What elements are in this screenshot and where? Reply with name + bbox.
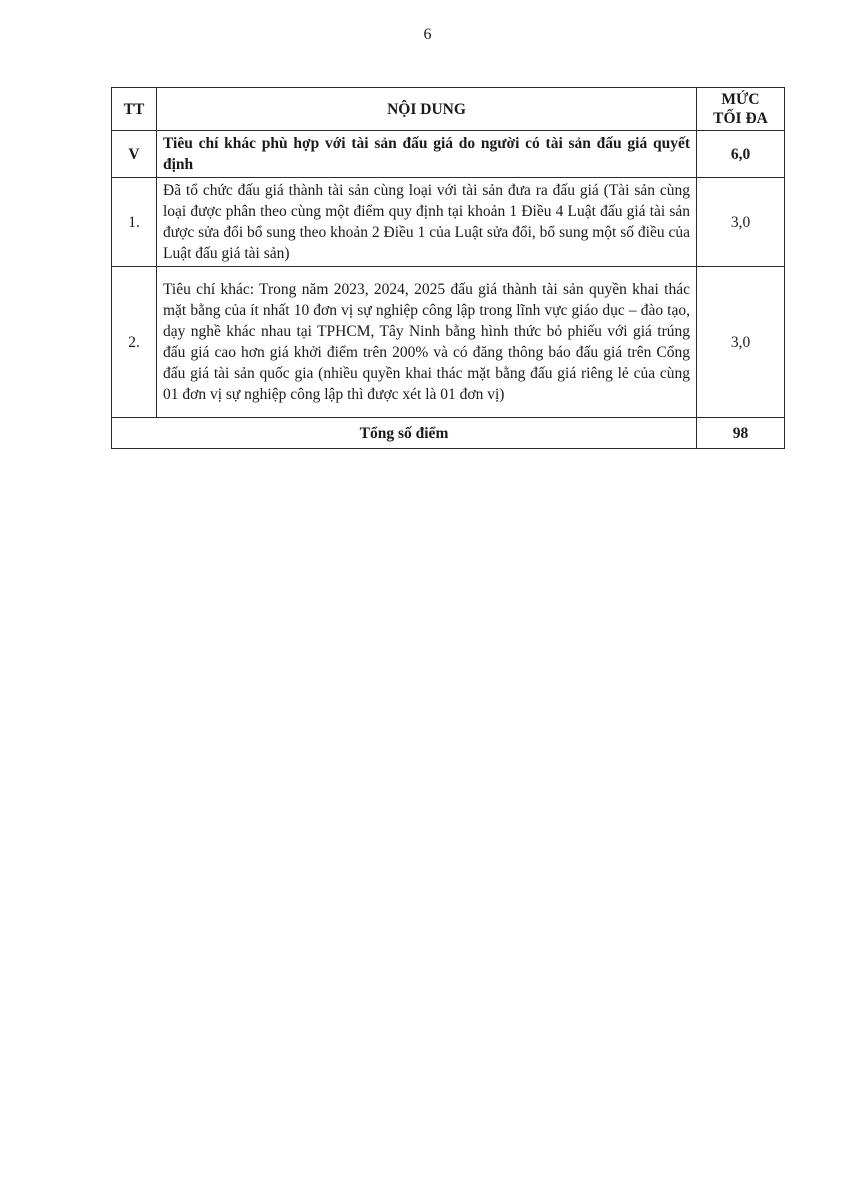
header-max-score-line1: MỨC (721, 91, 760, 108)
table-header-row (112, 88, 785, 131)
total-label: Tổng số điểm (112, 418, 697, 449)
table-row (112, 178, 785, 267)
row-content: Tiêu chí khác phù hợp với tài sản đấu giá do người có tài sản đấu giá quyết định (157, 131, 697, 178)
header-tt: TT (112, 88, 157, 131)
row-score: 3,0 (697, 178, 785, 267)
table-row (112, 267, 785, 418)
row-tt: V (112, 131, 157, 178)
scoring-criteria-table (111, 87, 785, 449)
page-number: 6 (423, 26, 432, 43)
table-total-row (112, 418, 785, 449)
row-tt: 1. (112, 178, 157, 267)
row-content: Tiêu chí khác: Trong năm 2023, 2024, 2025 đấu giá thành tài sản quyền khai thác mặt bằng của ít nhất 10 đơn vị sự nghiệp công lập trong lĩnh vực giáo dục – đào tạo, dạy nghề khác nhau tại TPHCM, Tây Ninh bằng hình thức bỏ phiếu với giá trúng đấu giá cao hơn giá khởi điểm trên 200% và có đăng thông báo đấu giá trên Cổng đấu giá tài sản quốc gia (nhiều quyền khai thác mặt bằng đấu giá riêng lẻ của cùng 01 đơn vị sự nghiệp công lập thì được xét là 01 đơn vị) (157, 267, 697, 418)
total-value: 98 (697, 418, 785, 449)
row-score: 3,0 (697, 267, 785, 418)
row-content: Đã tổ chức đấu giá thành tài sản cùng loại với tài sản đưa ra đấu giá (Tài sản cùng loại được phân theo cùng một điểm quy định tại khoản 1 Điều 4 Luật đấu giá tài sản được sửa đổi bổ sung theo khoản 2 Điều 1 của Luật sửa đổi, bổ sung một số điều của Luật đấu giá tài sản) (157, 178, 697, 267)
row-tt: 2. (112, 267, 157, 418)
row-score: 6,0 (697, 131, 785, 178)
header-max-score (697, 88, 785, 131)
table-row (112, 131, 785, 178)
header-content: NỘI DUNG (157, 88, 697, 131)
header-max-score-line2: TỐI ĐA (713, 110, 768, 127)
